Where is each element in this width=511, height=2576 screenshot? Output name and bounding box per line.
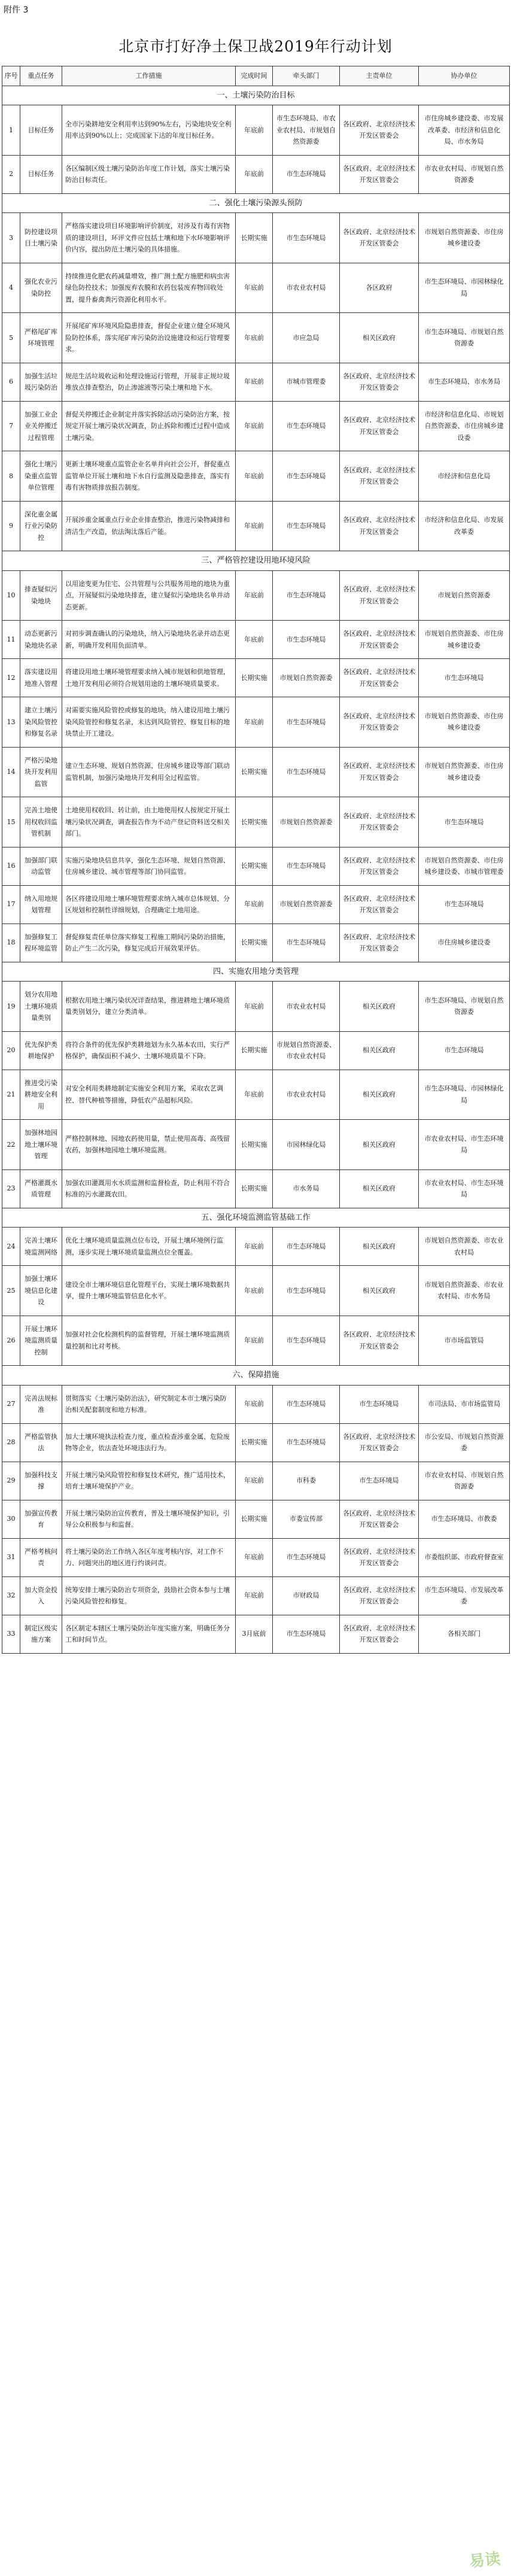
lead-dept-cell: 市生态环境局 xyxy=(273,1538,340,1576)
table-row xyxy=(2,621,510,659)
measure-cell: 优化土壤环境质量监测点位布设，开展土壤环境例行监测，逐步实现土壤环境质量监测点位全覆盖。 xyxy=(62,1228,236,1266)
owner-cell: 市生态环境局 xyxy=(340,1385,419,1423)
assist-cell: 市生态环境局、市规划自然资源委 xyxy=(419,982,510,1032)
assist-cell: 市规划自然资源委、市住房城乡建设委、市城市管理委 xyxy=(419,847,510,885)
measure-cell: 各区将建设用地土壤环境管理要求纳入城市总体规划、分区规划和控制性详细规划，合理确定土地用途。 xyxy=(62,885,236,924)
measure-cell: 以用途变更为住宅、公共管理与公共服务用地的地块为重点，开展疑似污染地块排查，建立疑似污染地块名单并动态更新。 xyxy=(62,570,236,621)
task-cell: 建立土壤污染风险管控和修复名录 xyxy=(20,697,62,748)
measure-cell: 严格落实建设项目环境影响评价制度，对涉及有毒有害物质的建设项目，环评文件应包括土壤和地下水环境影响评价内容，提出防范土壤污染的具体措施。 xyxy=(62,213,236,263)
row-number: 23 xyxy=(2,1169,20,1208)
row-number: 33 xyxy=(2,1615,20,1653)
row-number: 8 xyxy=(2,451,20,502)
col-header-time: 完成时间 xyxy=(236,66,273,86)
task-cell: 加强工业企业关停搬迁过程管理 xyxy=(20,401,62,451)
section-row xyxy=(2,1208,510,1228)
time-cell: 长期实施 xyxy=(236,1031,273,1070)
table-row xyxy=(2,105,510,156)
row-number: 25 xyxy=(2,1266,20,1316)
task-cell: 优先保护类耕地保护 xyxy=(20,1031,62,1070)
lead-dept-cell: 市规划自然资源委 xyxy=(273,797,340,847)
measure-cell: 各区制定本辖区土壤污染防治年度实施方案，明确任务分工和时间节点。 xyxy=(62,1615,236,1653)
measure-cell: 开展涉重金属重点行业企业排查整治，推进污染物减排和清洁生产改造，依法淘汰落后产能。 xyxy=(62,501,236,551)
lead-dept-cell: 市农业农村局 xyxy=(273,982,340,1032)
row-number: 24 xyxy=(2,1228,20,1266)
time-cell: 年底前 xyxy=(236,501,273,551)
table-row xyxy=(2,747,510,797)
assist-cell: 市生态环境局、市规划自然资源委 xyxy=(419,313,510,363)
lead-dept-cell: 市生态环境局 xyxy=(273,1316,340,1366)
assist-cell: 市农业农村局、市生态环境局 xyxy=(419,1169,510,1208)
action-plan-table xyxy=(2,66,510,1654)
assist-cell: 市经济和信息化局 xyxy=(419,451,510,502)
row-number: 17 xyxy=(2,885,20,924)
owner-cell: 相关区政府 xyxy=(340,1228,419,1266)
owner-cell: 相关区政府 xyxy=(340,1070,419,1120)
section-heading: 三、严格管控建设用地环境风险 xyxy=(2,551,510,571)
table-row xyxy=(2,1538,510,1576)
lead-dept-cell: 市应急局 xyxy=(273,313,340,363)
owner-cell: 各区政府、北京经济技术开发区管委会 xyxy=(340,1316,419,1366)
assist-cell: 市委组织部、市政府督查室 xyxy=(419,1538,510,1576)
time-cell: 年底前 xyxy=(236,105,273,156)
section-heading: 五、强化环境监测监管基础工作 xyxy=(2,1208,510,1228)
time-cell: 年底前 xyxy=(236,1316,273,1366)
owner-cell: 各区政府、北京经济技术开发区管委会 xyxy=(340,847,419,885)
row-number: 27 xyxy=(2,1385,20,1423)
task-cell: 完善土壤环境监测网络 xyxy=(20,1228,62,1266)
assist-cell: 市市场监管局 xyxy=(419,1316,510,1366)
measure-cell: 实施污染地块信息共享，强化生态环境、规划自然资源、住房城乡建设、城市管理等部门协同监管。 xyxy=(62,847,236,885)
table-row xyxy=(2,697,510,748)
task-cell: 目标任务 xyxy=(20,105,62,156)
table-row xyxy=(2,885,510,924)
owner-cell: 各区政府、北京经济技术开发区管委会 xyxy=(340,621,419,659)
table-row xyxy=(2,1169,510,1208)
time-cell: 长期实施 xyxy=(236,847,273,885)
assist-cell: 市规划自然资源委、市住房城乡建设委 xyxy=(419,747,510,797)
section-heading: 一、土壤污染防治目标 xyxy=(2,86,510,105)
owner-cell: 各区政府、北京经济技术开发区管委会 xyxy=(340,363,419,401)
assist-cell: 市公安局、市规划自然资源委 xyxy=(419,1423,510,1462)
measure-cell: 加大土壤环境执法检查力度，重点检查涉重金属、危险废物等企业，依法查处环境违法行为。 xyxy=(62,1423,236,1462)
owner-cell: 各区政府、北京经济技术开发区管委会 xyxy=(340,1576,419,1615)
owner-cell: 相关区政府 xyxy=(340,982,419,1032)
measure-cell: 各区编制区级土壤污染防治年度工作计划，落实土壤污染防治目标责任。 xyxy=(62,155,236,193)
lead-dept-cell: 市生态环境局 xyxy=(273,570,340,621)
table-row xyxy=(2,1031,510,1070)
time-cell: 年底前 xyxy=(236,1576,273,1615)
lead-dept-cell: 市生态环境局 xyxy=(273,1423,340,1462)
lead-dept-cell: 市生态环境局 xyxy=(273,697,340,748)
task-cell: 深化重金属行业污染防控 xyxy=(20,501,62,551)
measure-cell: 严格控制林地、园地农药使用量，禁止使用高毒、高残留农药，加强林地园地土壤环境监测。 xyxy=(62,1120,236,1170)
owner-cell: 相关区政府 xyxy=(340,1266,419,1316)
assist-cell: 市生态环境局、市发展改革委 xyxy=(419,1576,510,1615)
task-cell: 加大资金投入 xyxy=(20,1576,62,1615)
lead-dept-cell: 市生态环境局 xyxy=(273,924,340,962)
assist-cell: 市规划自然资源委、市农业农村局 xyxy=(419,1228,510,1266)
section-row xyxy=(2,86,510,105)
lead-dept-cell: 市生态环境局 xyxy=(273,1228,340,1266)
owner-cell: 各区政府、北京经济技术开发区管委会 xyxy=(340,451,419,502)
owner-cell: 各区政府、北京经济技术开发区管委会 xyxy=(340,885,419,924)
assist-cell: 市生态环境局、市教委 xyxy=(419,1500,510,1538)
time-cell: 年底前 xyxy=(236,1385,273,1423)
time-cell: 年底前 xyxy=(236,401,273,451)
assist-cell: 市生态环境局、市水务局 xyxy=(419,363,510,401)
table-row xyxy=(2,1500,510,1538)
time-cell: 年底前 xyxy=(236,570,273,621)
owner-cell: 各区政府、北京经济技术开发区管委会 xyxy=(340,697,419,748)
assist-cell: 市生态环境局、市园林绿化局 xyxy=(419,263,510,313)
assist-cell: 市生态环境局、市园林绿化局 xyxy=(419,1070,510,1120)
table-row xyxy=(2,451,510,502)
section-row xyxy=(2,1366,510,1386)
measure-cell: 对初步调查确认的污染地块，纳入污染地块名录并动态更新，明确开发利用负面清单。 xyxy=(62,621,236,659)
section-heading: 二、强化土壤污染源头预防 xyxy=(2,193,510,213)
time-cell: 年底前 xyxy=(236,1228,273,1266)
table-row xyxy=(2,924,510,962)
task-cell: 动态更新污染地块名录 xyxy=(20,621,62,659)
measure-cell: 加强对社会化检测机构的监督管理，开展土壤环境监测质量控制和比对考核。 xyxy=(62,1316,236,1366)
assist-cell: 市农业农村局、市规划自然资源委 xyxy=(419,1462,510,1500)
lead-dept-cell: 市财政局 xyxy=(273,1576,340,1615)
time-cell: 长期实施 xyxy=(236,659,273,697)
section-row xyxy=(2,962,510,982)
measure-cell: 统筹安排土壤污染防治专项资金，鼓励社会资本参与土壤污染风险管控和修复。 xyxy=(62,1576,236,1615)
section-heading: 六、保障措施 xyxy=(2,1366,510,1386)
row-number: 14 xyxy=(2,747,20,797)
table-body xyxy=(2,86,510,1653)
time-cell: 长期实施 xyxy=(236,747,273,797)
site-watermark: 易读 xyxy=(468,2550,501,2571)
time-cell: 长期实施 xyxy=(236,797,273,847)
row-number: 2 xyxy=(2,155,20,193)
task-cell: 加强科技支撑 xyxy=(20,1462,62,1500)
assist-cell: 市住房城乡建设委、市发展改革委、市经济和信息化局、市水务局 xyxy=(419,105,510,156)
owner-cell: 各区政府、北京经济技术开发区管委会 xyxy=(340,924,419,962)
owner-cell: 各区政府、北京经济技术开发区管委会 xyxy=(340,797,419,847)
measure-cell: 建设全市土壤环境信息化管理平台，实现土壤环境数据共享，提升土壤环境监管信息化水平。 xyxy=(62,1266,236,1316)
lead-dept-cell: 市生态环境局 xyxy=(273,621,340,659)
table-row xyxy=(2,1576,510,1615)
task-cell: 加强宣传教育 xyxy=(20,1500,62,1538)
assist-cell: 市规划自然资源委、市住房城乡建设委 xyxy=(419,213,510,263)
task-cell: 严格考核问责 xyxy=(20,1538,62,1576)
assist-cell: 市司法局、市市场监管局 xyxy=(419,1385,510,1423)
table-row xyxy=(2,1070,510,1120)
measure-cell: 开展尾矿库环境风险隐患排查，督促企业建立健全环境风险防控体系，落实尾矿库污染防治设施建设和运行管理要求。 xyxy=(62,313,236,363)
time-cell: 年底前 xyxy=(236,621,273,659)
owner-cell: 各区政府、北京经济技术开发区管委会 xyxy=(340,1615,419,1653)
row-number: 15 xyxy=(2,797,20,847)
table-row xyxy=(2,1385,510,1423)
owner-cell: 各区政府、北京经济技术开发区管委会 xyxy=(340,213,419,263)
lead-dept-cell: 市科委 xyxy=(273,1462,340,1500)
row-number: 21 xyxy=(2,1070,20,1120)
assist-cell: 市生态环境局 xyxy=(419,659,510,697)
task-cell: 完善土地使用权收回监管机制 xyxy=(20,797,62,847)
table-row xyxy=(2,847,510,885)
col-header-task: 重点任务 xyxy=(20,66,62,86)
measure-cell: 督促关停搬迁企业制定并落实拆除活动污染防治方案，按规定开展土壤污染状况调查，防止拆除和搬迁过程中造成土壤污染。 xyxy=(62,401,236,451)
row-number: 6 xyxy=(2,363,20,401)
lead-dept-cell: 市生态环境局 xyxy=(273,451,340,502)
time-cell: 年底前 xyxy=(236,313,273,363)
measure-cell: 贯彻落实《土壤污染防治法》，研究制定本市土壤污染防治相关配套制度和地方标准。 xyxy=(62,1385,236,1423)
task-cell: 推进受污染耕地安全利用 xyxy=(20,1070,62,1120)
task-cell: 加强修复工程环境监管 xyxy=(20,924,62,962)
owner-cell: 相关区政府 xyxy=(340,1120,419,1170)
task-cell: 强化农业污染防控 xyxy=(20,263,62,313)
owner-cell: 相关区政府 xyxy=(340,1169,419,1208)
task-cell: 制定区级实施方案 xyxy=(20,1615,62,1653)
task-cell: 开展土壤环境监测质量控制 xyxy=(20,1316,62,1366)
row-number: 13 xyxy=(2,697,20,748)
time-cell: 长期实施 xyxy=(236,1169,273,1208)
section-heading: 四、实施农用地分类管理 xyxy=(2,962,510,982)
col-header-no: 序号 xyxy=(2,66,20,86)
time-cell: 3月底前 xyxy=(236,1615,273,1653)
measure-cell: 根据农用地土壤污染状况详查结果，推进耕地土壤环境质量类别划分，建立分类清单。 xyxy=(62,982,236,1032)
table-row xyxy=(2,659,510,697)
owner-cell: 各区政府、北京经济技术开发区管委会 xyxy=(340,1538,419,1576)
task-cell: 完善法规标准 xyxy=(20,1385,62,1423)
lead-dept-cell: 市城市管理委 xyxy=(273,363,340,401)
col-header-owner: 主责单位 xyxy=(340,66,419,86)
row-number: 30 xyxy=(2,1500,20,1538)
row-number: 10 xyxy=(2,570,20,621)
table-row xyxy=(2,1615,510,1653)
row-number: 29 xyxy=(2,1462,20,1500)
measure-cell: 开展土壤污染风险管控和修复技术研究，推广适用技术，培育土壤环境保护产业。 xyxy=(62,1462,236,1500)
assist-cell: 市农业农村局、市规划自然资源委 xyxy=(419,155,510,193)
measure-cell: 更新土壤环境重点监管企业名单并向社会公开，督促重点监管单位开展土壤和地下水自行监测及隐患排查，落实有毒有害物质排放报告制度。 xyxy=(62,451,236,502)
measure-cell: 土地使用权收回、转让前，由土地使用权人按规定开展土壤污染状况调查，调查报告作为不动产登记资料送交相关部门。 xyxy=(62,797,236,847)
task-cell: 目标任务 xyxy=(20,155,62,193)
time-cell: 长期实施 xyxy=(236,213,273,263)
measure-cell: 督促修复责任单位落实修复工程施工期间污染防治措施，防止产生二次污染，修复完成后开展效果评估。 xyxy=(62,924,236,962)
table-row xyxy=(2,213,510,263)
document-title: 北京市打好净土保卫战2019年行动计划 xyxy=(118,38,393,55)
time-cell: 年底前 xyxy=(236,263,273,313)
lead-dept-cell: 市生态环境局 xyxy=(273,1385,340,1423)
time-cell: 长期实施 xyxy=(236,924,273,962)
owner-cell: 各区政府、北京经济技术开发区管委会 xyxy=(340,105,419,156)
section-row xyxy=(2,551,510,571)
lead-dept-cell: 市生态环境局 xyxy=(273,1615,340,1653)
table-row xyxy=(2,1462,510,1500)
owner-cell: 各区政府、北京经济技术开发区管委会 xyxy=(340,501,419,551)
time-cell: 年底前 xyxy=(236,363,273,401)
lead-dept-cell: 市生态环境局 xyxy=(273,501,340,551)
owner-cell: 各区政府、北京经济技术开发区管委会 xyxy=(340,570,419,621)
lead-dept-cell: 市农业农村局 xyxy=(273,1070,340,1120)
time-cell: 长期实施 xyxy=(236,1500,273,1538)
lead-dept-cell: 市园林绿化局 xyxy=(273,1120,340,1170)
row-number: 31 xyxy=(2,1538,20,1576)
table-row xyxy=(2,1120,510,1170)
assist-cell: 各相关部门 xyxy=(419,1615,510,1653)
owner-cell: 各区政府 xyxy=(340,263,419,313)
lead-dept-cell: 市生态环境局、市农业农村局、市规划自然资源委 xyxy=(273,105,340,156)
row-number: 9 xyxy=(2,501,20,551)
row-number: 12 xyxy=(2,659,20,697)
time-cell: 年底前 xyxy=(236,1266,273,1316)
time-cell: 年底前 xyxy=(236,982,273,1032)
measure-cell: 将土壤污染防治工作纳入各区年度考核内容，对工作不力、问题突出的地区进行约谈问责。 xyxy=(62,1538,236,1576)
lead-dept-cell: 市规划自然资源委 xyxy=(273,885,340,924)
time-cell: 年底前 xyxy=(236,451,273,502)
owner-cell: 相关区政府 xyxy=(340,1031,419,1070)
lead-dept-cell: 市生态环境局 xyxy=(273,747,340,797)
table-row xyxy=(2,570,510,621)
owner-cell: 相关区政府 xyxy=(340,313,419,363)
table-row xyxy=(2,263,510,313)
assist-cell: 市规划自然资源委、市农业农村局、市水务局 xyxy=(419,1266,510,1316)
measure-cell: 建立生态环境、规划自然资源、住房城乡建设等部门联动监管机制，加强污染地块开发利用全过程监管。 xyxy=(62,747,236,797)
task-cell: 严格灌溉水质管理 xyxy=(20,1169,62,1208)
task-cell: 防控建设项目土壤污染 xyxy=(20,213,62,263)
assist-cell: 市住房城乡建设委 xyxy=(419,924,510,962)
row-number: 19 xyxy=(2,982,20,1032)
task-cell: 严格尾矿库环境管理 xyxy=(20,313,62,363)
time-cell: 年底前 xyxy=(236,155,273,193)
time-cell: 年底前 xyxy=(236,1538,273,1576)
assist-cell: 市生态环境局 xyxy=(419,797,510,847)
lead-dept-cell: 市生态环境局 xyxy=(273,213,340,263)
col-header-measure: 工作措施 xyxy=(62,66,236,86)
assist-cell: 市经济和信息化局、市发展改革委 xyxy=(419,501,510,551)
row-number: 3 xyxy=(2,213,20,263)
table-header-row xyxy=(2,66,510,86)
row-number: 20 xyxy=(2,1031,20,1070)
measure-cell: 规范生活垃圾收运和处理设施运行管理，开展非正规垃圾堆放点排查整治，防止渗滤液等污染土壤和地下水。 xyxy=(62,363,236,401)
owner-cell: 各区政府、北京经济技术开发区管委会 xyxy=(340,747,419,797)
time-cell: 年底前 xyxy=(236,1462,273,1500)
table-row xyxy=(2,982,510,1032)
col-header-lead: 牵头部门 xyxy=(273,66,340,86)
measure-cell: 全市污染耕地安全利用率达到90%左右，污染地块安全利用率达到90%以上；完成国家下达的年度目标任务。 xyxy=(62,105,236,156)
task-cell: 排查疑似污染地块 xyxy=(20,570,62,621)
time-cell: 年底前 xyxy=(236,885,273,924)
task-cell: 严格污染地块开发利用监管 xyxy=(20,747,62,797)
row-number: 11 xyxy=(2,621,20,659)
lead-dept-cell: 市规划自然资源委 xyxy=(273,659,340,697)
time-cell: 长期实施 xyxy=(236,1423,273,1462)
row-number: 22 xyxy=(2,1120,20,1170)
table-row xyxy=(2,1316,510,1366)
table-row xyxy=(2,1423,510,1462)
table-row xyxy=(2,1228,510,1266)
assist-cell: 市农业农村局、市生态环境局 xyxy=(419,1120,510,1170)
row-number: 28 xyxy=(2,1423,20,1462)
attachment-label: 附件 3 xyxy=(4,5,29,15)
time-cell: 长期实施 xyxy=(236,1120,273,1170)
owner-cell: 各区政府、北京经济技术开发区管委会 xyxy=(340,155,419,193)
row-number: 5 xyxy=(2,313,20,363)
task-cell: 强化土壤污染重点监管单位管理 xyxy=(20,451,62,502)
lead-dept-cell: 市生态环境局 xyxy=(273,401,340,451)
task-cell: 严格监管执法 xyxy=(20,1423,62,1462)
assist-cell: 市生态环境局 xyxy=(419,885,510,924)
assist-cell: 市规划自然资源委 xyxy=(419,570,510,621)
assist-cell: 市规划自然资源委、市住房城乡建设委 xyxy=(419,697,510,748)
col-header-assist: 协办单位 xyxy=(419,66,510,86)
owner-cell: 各区政府、北京经济技术开发区管委会 xyxy=(340,401,419,451)
section-row xyxy=(2,193,510,213)
lead-dept-cell: 市生态环境局 xyxy=(273,1266,340,1316)
table-row xyxy=(2,797,510,847)
measure-cell: 持续推进化肥农药减量增效，推广测土配方施肥和病虫害绿色防控技术；加强废弃农膜和农药包装废弃物回收处置，提升畜禽粪污资源化利用水平。 xyxy=(62,263,236,313)
measure-cell: 开展土壤污染防治宣传教育，普及土壤环境保护知识，引导公众积极参与和监督。 xyxy=(62,1500,236,1538)
task-cell: 加强部门联动监管 xyxy=(20,847,62,885)
owner-cell: 市生态环境局 xyxy=(340,1462,419,1500)
table-row xyxy=(2,313,510,363)
measure-cell: 加强农田灌溉用水水质监测和监督检查，防止利用不符合标准的污水灌溉农田。 xyxy=(62,1169,236,1208)
assist-cell: 市经济和信息化局、市规划自然资源委、市住房城乡建设委 xyxy=(419,401,510,451)
lead-dept-cell: 市生态环境局 xyxy=(273,847,340,885)
table-row xyxy=(2,401,510,451)
owner-cell: 各区政府、北京经济技术开发区管委会 xyxy=(340,1500,419,1538)
row-number: 26 xyxy=(2,1316,20,1366)
table-row xyxy=(2,501,510,551)
table-row xyxy=(2,1266,510,1316)
task-cell: 加强生活垃圾污染防治 xyxy=(20,363,62,401)
row-number: 32 xyxy=(2,1576,20,1615)
row-number: 4 xyxy=(2,263,20,313)
owner-cell: 各区政府、北京经济技术开发区管委会 xyxy=(340,1423,419,1462)
row-number: 7 xyxy=(2,401,20,451)
lead-dept-cell: 市农业农村局 xyxy=(273,263,340,313)
lead-dept-cell: 市水务局 xyxy=(273,1169,340,1208)
assist-cell: 市规划自然资源委、市住房城乡建设委 xyxy=(419,621,510,659)
lead-dept-cell: 市规划自然资源委、市农业农村局 xyxy=(273,1031,340,1070)
time-cell: 年底前 xyxy=(236,697,273,748)
lead-dept-cell: 市委宣传部 xyxy=(273,1500,340,1538)
row-number: 1 xyxy=(2,105,20,156)
table-row xyxy=(2,363,510,401)
time-cell: 年底前 xyxy=(236,1070,273,1120)
table-row xyxy=(2,155,510,193)
task-cell: 加强林地园地土壤环境管理 xyxy=(20,1120,62,1170)
task-cell: 落实建设用地准入管理 xyxy=(20,659,62,697)
lead-dept-cell: 市生态环境局 xyxy=(273,155,340,193)
row-number: 18 xyxy=(2,924,20,962)
task-cell: 划分农用地土壤环境质量类别 xyxy=(20,982,62,1032)
measure-cell: 将符合条件的优先保护类耕地划为永久基本农田，实行严格保护，确保面积不减少、土壤环境质量不下降。 xyxy=(62,1031,236,1070)
assist-cell: 市生态环境局 xyxy=(419,1031,510,1070)
measure-cell: 对需要实施风险管控或修复的地块，纳入建设用地土壤污染风险管控和修复名录，未达到风险管控、修复目标的地块禁止开工建设。 xyxy=(62,697,236,748)
measure-cell: 将建设用地土壤环境管理要求纳入城市规划和供地管理，土地开发利用必须符合规划用途的土壤环境质量要求。 xyxy=(62,659,236,697)
task-cell: 加强土壤环境信息化建设 xyxy=(20,1266,62,1316)
owner-cell: 各区政府、北京经济技术开发区管委会 xyxy=(340,659,419,697)
row-number: 16 xyxy=(2,847,20,885)
task-cell: 纳入用地规划管理 xyxy=(20,885,62,924)
measure-cell: 对安全利用类耕地制定实施安全利用方案，采取农艺调控、替代种植等措施，降低农产品超标风险。 xyxy=(62,1070,236,1120)
